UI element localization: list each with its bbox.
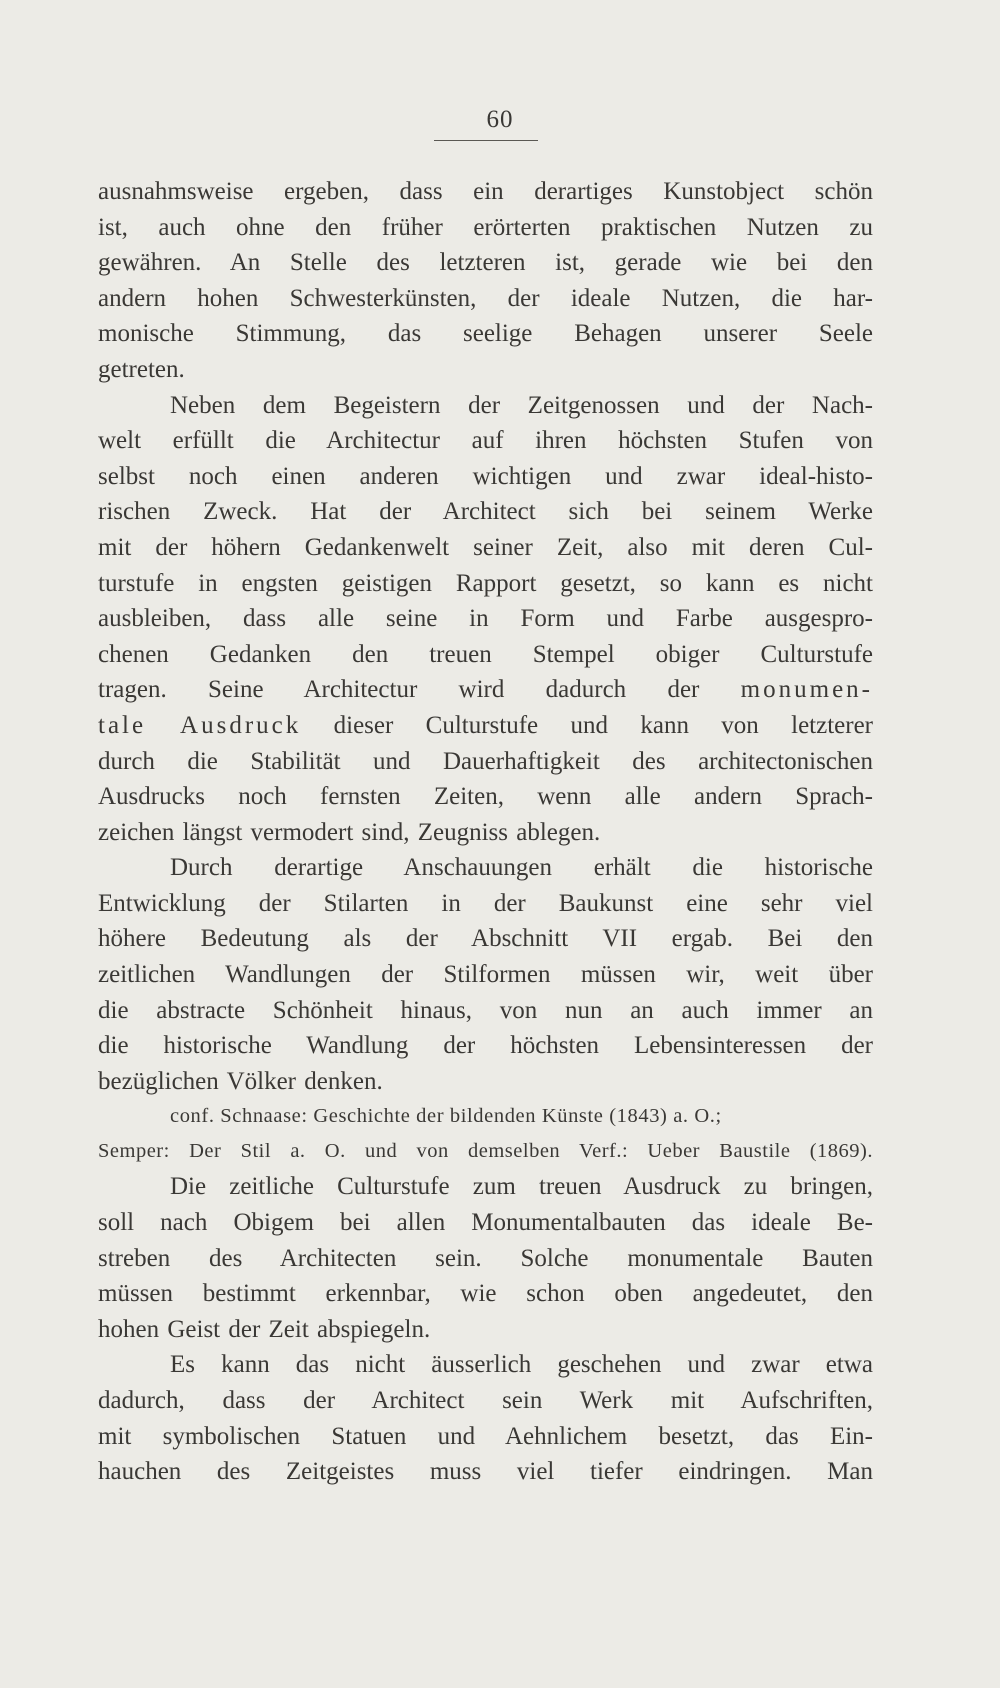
text-line: soll nach Obigem bei allen Monumentalbauten das ideale Be- — [98, 1209, 873, 1237]
text-line: ausbleiben, dass alle seine in Form und Farbe ausgespro- — [98, 605, 873, 633]
text-line: dadurch, dass der Architect sein Werk mit Aufschriften, — [98, 1387, 873, 1414]
text-line: hauchen des Zeitgeistes muss viel tiefer eindringen. Man — [98, 1458, 873, 1486]
text-line: turstufe in engsten geistigen Rapport gesetzt, so kann es nicht — [98, 569, 873, 597]
reference-note: conf. Schnaase: Geschichte der bildenden Künste (1843) a. O.; — [170, 1105, 722, 1128]
text-line: Ausdrucks noch fernsten Zeiten, wenn alle andern Sprach- — [98, 783, 873, 811]
text-line: Entwicklung der Stilarten in der Baukunst eine sehr viel — [98, 889, 873, 917]
text-line: gewähren. An Stelle des letzteren ist, gerade wie bei den — [98, 249, 873, 277]
text-line — [98, 672, 873, 708]
text-line: ist, auch ohne den früher erörterten praktischen Nutzen zu — [98, 213, 873, 241]
reference-note: Semper: Der Stil a. O. und von demselben Verf.: Ueber Baustile (1869). — [98, 1140, 873, 1163]
page-number: 60 — [486, 106, 514, 133]
text-line: andern hohen Schwesterkünsten, der ideale Nutzen, die har- — [98, 284, 873, 312]
text-line: höhere Bedeutung als der Abschnitt VII ergab. Bei den — [98, 925, 873, 953]
text-line: streben des Architecten sein. Solche monumentale Bauten — [98, 1244, 873, 1272]
page-number-rule — [434, 140, 538, 141]
text-line: zeitlichen Wandlungen der Stilformen müssen wir, weit über — [98, 961, 873, 989]
text-line: chenen Gedanken den treuen Stempel obiger Culturstufe — [98, 640, 873, 668]
text-line: welt erfüllt die Architectur auf ihren höchsten Stufen von — [98, 427, 873, 455]
text-line — [98, 708, 873, 744]
text-line: Es kann das nicht äusserlich geschehen und zwar etwa — [170, 1351, 873, 1379]
text-segment: tragen. Seine Architectur wird dadurch der — [98, 676, 700, 704]
text-line: die abstracte Schönheit hinaus, von nun an auch immer an — [98, 996, 873, 1024]
text-line: hohen Geist der Zeit abspiegeln. — [98, 1315, 431, 1343]
text-line: Die zeitliche Culturstufe zum treuen Ausdruck zu bringen, — [170, 1173, 873, 1201]
text-line: Neben dem Begeistern der Zeitgenossen und der Nach- — [170, 391, 873, 419]
text-line: durch die Stabilität und Dauerhaftigkeit des architectonischen — [98, 747, 873, 775]
text-line: bezüglichen Völker denken. — [98, 1067, 383, 1095]
text-line: rischen Zweck. Hat der Architect sich bei seinem Werke — [98, 498, 873, 526]
emphasis-text: tale Ausdruck — [98, 711, 302, 739]
text-line: Durch derartige Anschauungen erhält die historische — [170, 854, 873, 882]
emphasis-text: monumen- — [740, 676, 873, 704]
text-line: mit symbolischen Statuen und Aehnlichem besetzt, das Ein- — [98, 1422, 873, 1450]
body-text — [98, 174, 873, 1490]
text-line: die historische Wandlung der höchsten Lebensinteressen der — [98, 1032, 873, 1060]
text-line: monische Stimmung, das seelige Behagen unserer Seele — [98, 320, 873, 348]
text-line: zeichen längst vermodert sind, Zeugniss ablegen. — [98, 818, 601, 846]
text-segment: dieser Culturstufe und kann von letzterer — [333, 711, 874, 739]
text-line: mit der höhern Gedankenwelt seiner Zeit, also mit deren Cul- — [98, 533, 873, 561]
text-line: ausnahmsweise ergeben, dass ein derartiges Kunstobject schön — [98, 178, 873, 205]
text-line: selbst noch einen anderen wichtigen und zwar ideal-histo- — [98, 462, 873, 490]
text-line: müssen bestimmt erkennbar, wie schon oben angedeutet, den — [98, 1280, 873, 1308]
text-line: getreten. — [98, 355, 185, 383]
